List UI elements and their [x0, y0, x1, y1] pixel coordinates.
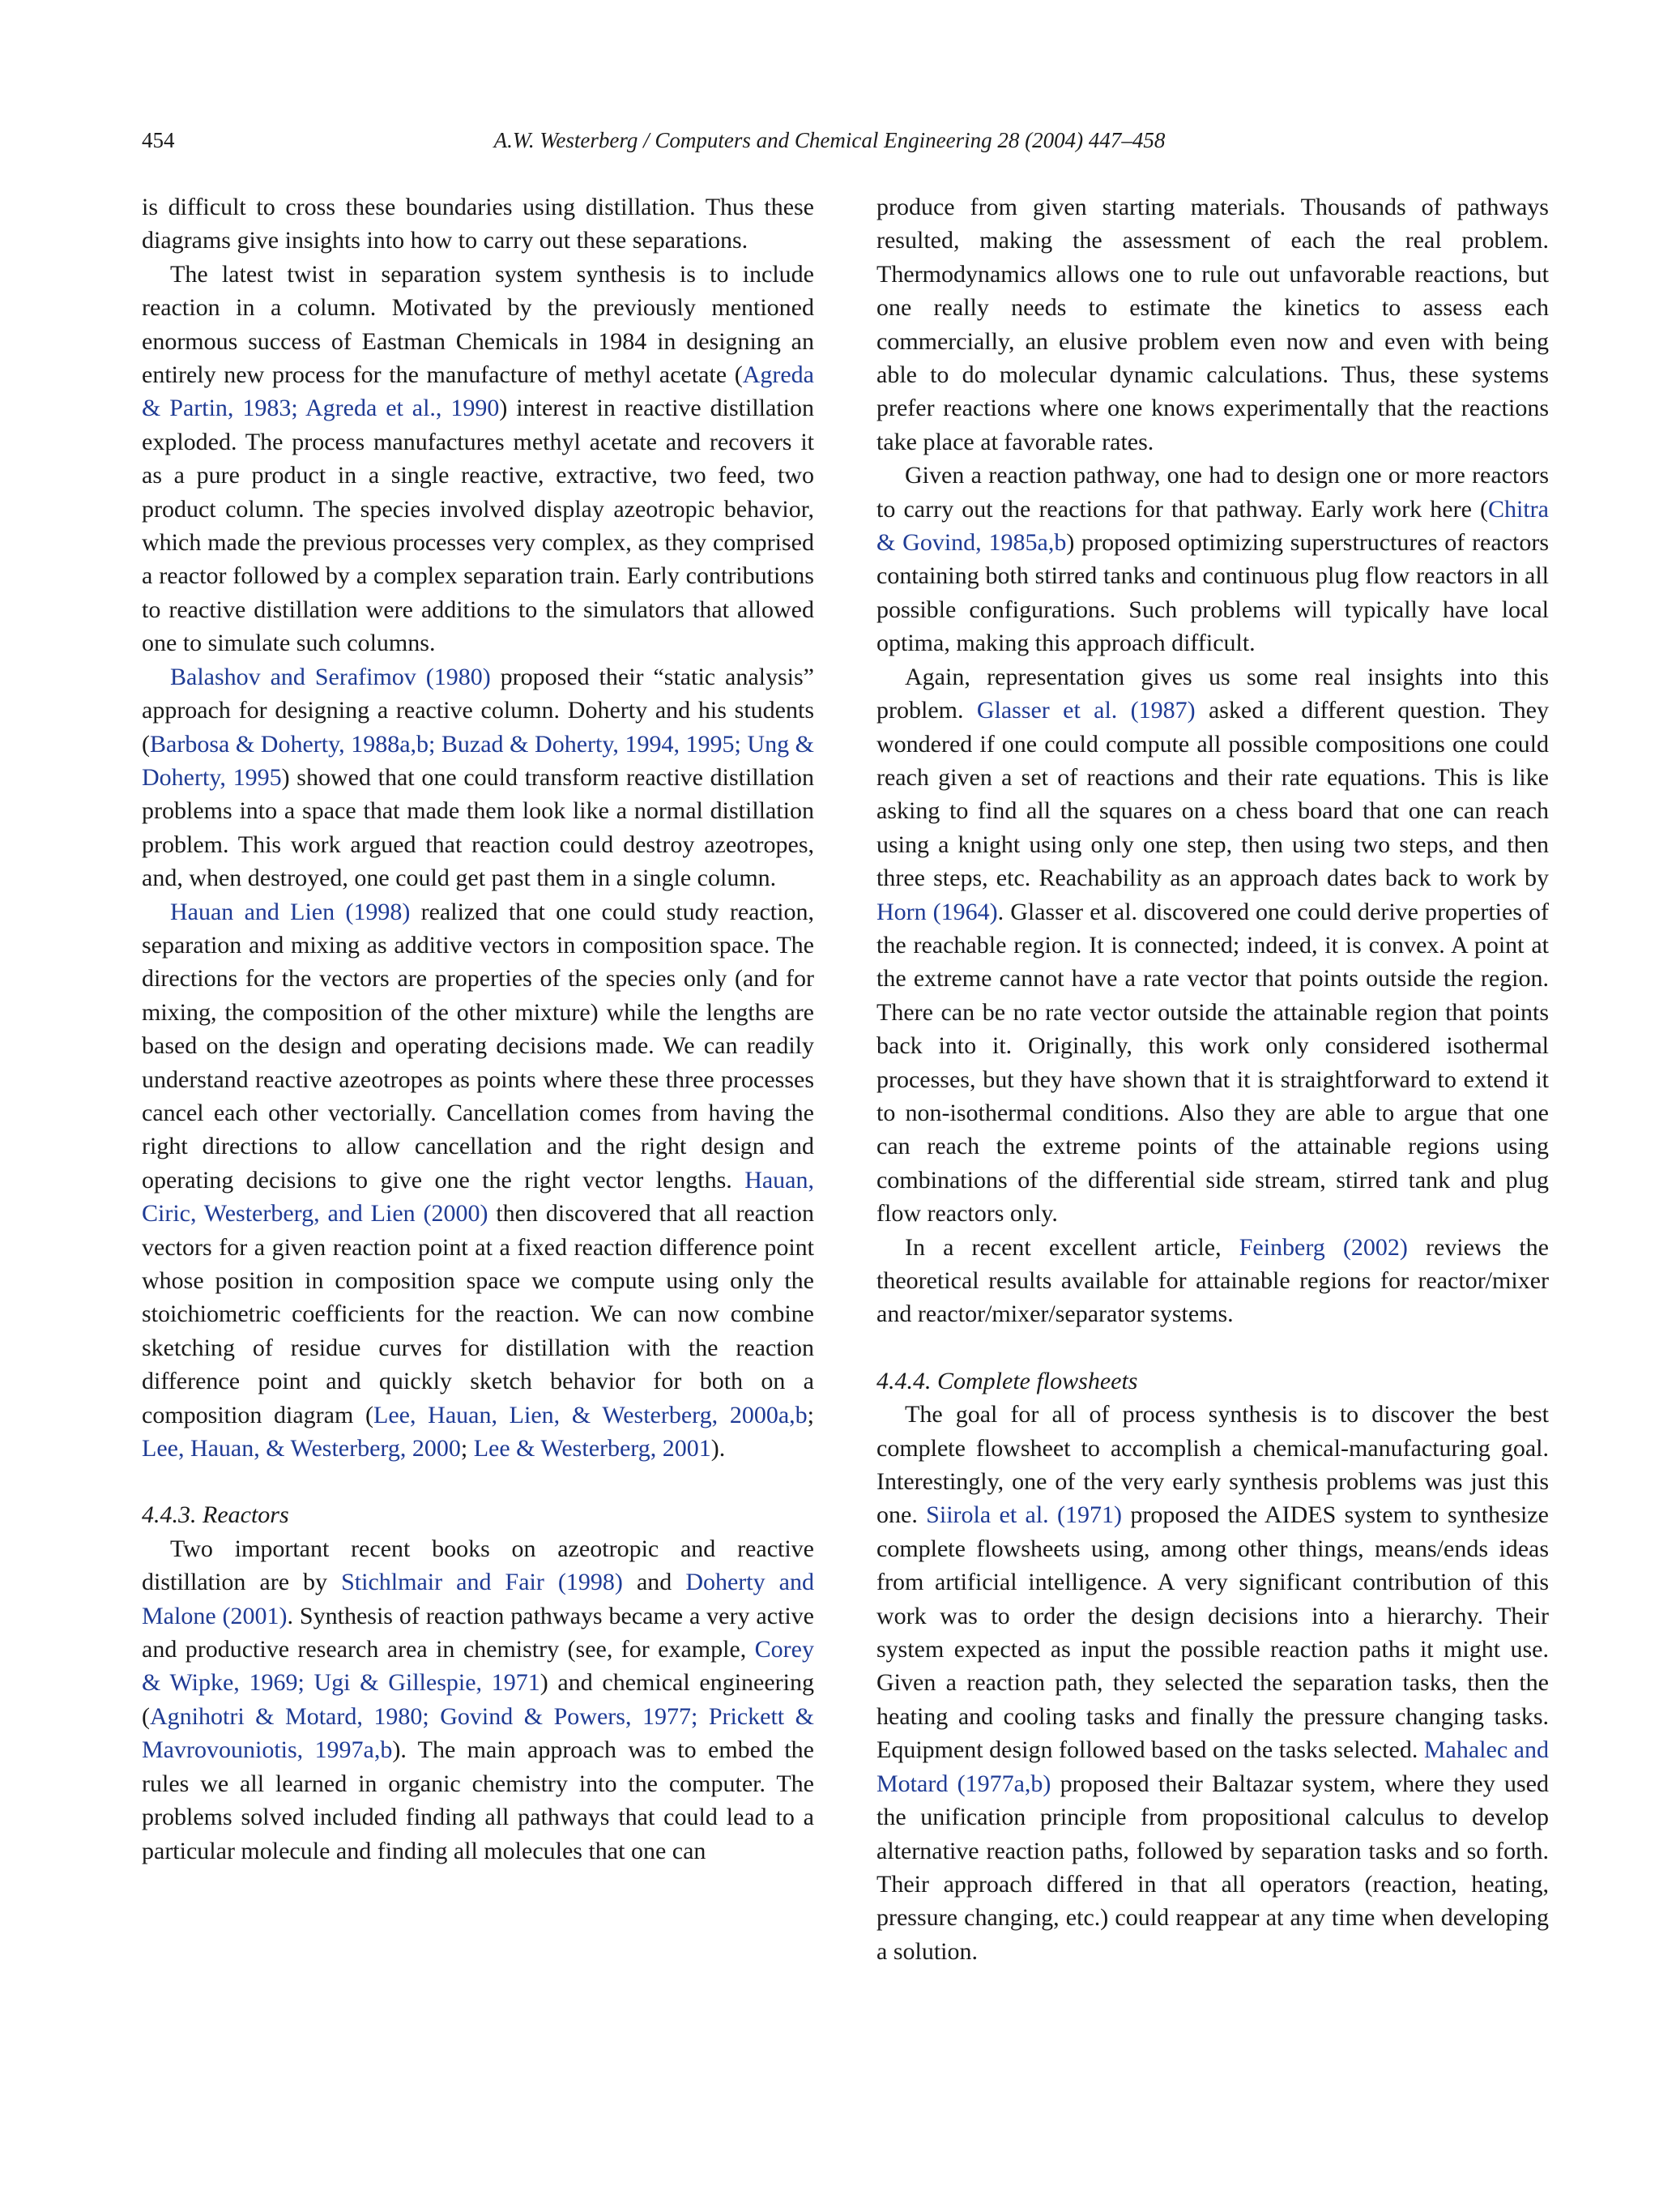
- citation-link[interactable]: Lee, Hauan, & Westerberg, 2000: [142, 1435, 461, 1463]
- citation-link[interactable]: Horn (1964): [876, 898, 998, 925]
- text: In a recent excellent article,: [905, 1233, 1239, 1261]
- text: then discovered that all reaction vectors for a given reaction point at a fixed reaction difference point whose position in composition space we compute using only the stoichiometric coefficients for the reaction. We can now combine sketching of residue curves for distillation with the reaction difference point and quickly sketch behavior for both on a composition diagram (: [142, 1200, 814, 1428]
- paragraph: [142, 1532, 814, 1868]
- text: and: [622, 1569, 686, 1596]
- paragraph: [142, 660, 814, 895]
- text: ).: [710, 1435, 726, 1463]
- citation-link[interactable]: Hauan, Ciric, Westerberg, and Lien (2000): [142, 1166, 814, 1228]
- text: The latest twist in separation system synthesis is to include reaction in a column. Motivated by the previously mentioned enormous success of Eastman Chemicals in 1984 in designing an entirely new process for the manufacture of methyl acetate (: [142, 260, 814, 389]
- text: proposed their Baltazar system, where they used the unification principle from propositional calculus to develop alternative reaction paths, followed by separation tasks and so forth. Their approach differed in that all operators (reaction, heating, pressure changing, etc.) could reappear at any time when developing a solution.: [876, 1770, 1549, 1965]
- citation-link[interactable]: Agreda & Partin, 1983; Agreda et al., 1990: [142, 361, 814, 422]
- section-heading: 4.4.4. Complete flowsheets: [876, 1367, 1138, 1394]
- right-column: [876, 190, 1549, 1968]
- text: proposed their “static analysis” approach for designing a reactive column. Doherty and his students (: [142, 663, 814, 758]
- paragraph: [876, 190, 1549, 459]
- text: . Synthesis of reaction pathways became a very active and productive research area in chemistry (see, for example,: [142, 1602, 814, 1663]
- citation-link[interactable]: Siirola et al. (1971): [926, 1501, 1122, 1529]
- text: ) interest in reactive distillation exploded. The process manufactures methyl acetate and recovers it as a pure product in a single reactive, extractive, two feed, two product column. The species involved display azeotropic behavior, which made the previous processes very complex, as they comprised a reactor followed by a complex separation train. Early contributions to reactive distillation were additions to the simulators that allowed one to simulate such columns.: [142, 395, 814, 657]
- page-number: 454: [142, 128, 175, 152]
- text: Again, representation gives us some real insights into this problem.: [876, 663, 1549, 724]
- paragraph: [876, 1398, 1549, 1968]
- section-heading: 4.4.3. Reactors: [142, 1501, 289, 1529]
- citation-link[interactable]: Feinberg (2002): [1239, 1233, 1408, 1261]
- paragraph: [142, 258, 814, 660]
- left-column: [142, 190, 814, 1868]
- paragraph: [876, 660, 1549, 1231]
- citation-link[interactable]: Corey & Wipke, 1969; Ugi & Gillespie, 1971: [142, 1636, 814, 1697]
- citation-link[interactable]: Balashov and Serafimov (1980): [170, 663, 491, 690]
- text: ) proposed optimizing superstructures of reactors containing both stirred tanks and continuous plug flow reactors in all possible configurations. Such problems will typically have local optima, making this approach difficult.: [876, 529, 1550, 657]
- text: The goal for all of process synthesis is to discover the best complete flowsheet to accomplish a chemical-manufacturing goal. Interestingly, one of the very early synthesis problems was just this one.: [876, 1401, 1549, 1529]
- text: Two important recent books on azeotropic and reactive distillation are by: [142, 1535, 814, 1596]
- text: ) showed that one could transform reactive distillation problems into a space that made them look like a normal distillation problem. This work argued that reaction could destroy azeotropes, and, when destroyed, one could get past them in a single column.: [142, 763, 815, 892]
- paragraph: [876, 459, 1549, 660]
- citation-link[interactable]: Mahalec and Motard (1977a,b): [876, 1736, 1549, 1797]
- text: ;: [807, 1401, 814, 1428]
- paragraph: [142, 190, 814, 258]
- citation-link[interactable]: Hauan and Lien (1998): [170, 898, 411, 925]
- text: . Glasser et al. discovered one could derive properties of the reachable region. It is connected; indeed, it is convex. A point at the extreme cannot have a rate vector that points outside the region. There can be no rate vector outside the attainable region that points back into it. Originally, this work only considered isothermal processes, but they have shown that it is straightforward to extend it to non-isothermal conditions. Also they are able to argue that one can reach the extreme points of the attainable regions using combinations of the differential side stream, stirred tank and plug flow reactors only.: [876, 898, 1549, 1228]
- text: proposed the AIDES system to synthesize complete flowsheets using, among other things, means/ends ideas from artificial intelligence. A very significant contribution of this work was to order the design decisions into a hierarchy. Their system expected as input the possible reaction paths it might use. Given a reaction path, they selected the separation tasks, then the heating and cooling tasks and finally the pressure changing tasks. Equipment design followed based on the tasks selected.: [876, 1501, 1549, 1764]
- text: ;: [460, 1435, 474, 1463]
- text: ) and chemical engineering (: [142, 1669, 814, 1730]
- citation-link[interactable]: Agnihotri & Motard, 1980; Govind & Powers, 1977; Prickett & Mavrovouniotis, 1997a,b: [142, 1702, 814, 1764]
- citation-link[interactable]: Glasser et al. (1987): [976, 697, 1196, 724]
- text: reviews the theoretical results available for attainable regions for reactor/mixer and reactor/mixer/separator systems.: [876, 1233, 1549, 1328]
- text: is difficult to cross these boundaries using distillation. Thus these diagrams give insights into how to carry out these separations.: [142, 194, 814, 254]
- running-head: A.W. Westerberg / Computers and Chemical Engineering 28 (2004) 447–458: [493, 128, 1166, 152]
- text: Given a reaction pathway, one had to design one or more reactors to carry out the reactions for that pathway. Early work here (: [876, 462, 1549, 523]
- citation-link[interactable]: Lee & Westerberg, 2001: [473, 1435, 711, 1463]
- text: ). The main approach was to embed the rules we all learned in organic chemistry into the computer. The problems solved included finding all pathways that could lead to a particular molecule and finding all molecules that one can: [142, 1736, 814, 1864]
- citation-link[interactable]: Stichlmair and Fair (1998): [341, 1569, 623, 1596]
- text: produce from given starting materials. Thousands of pathways resulted, making the assessment of each the real problem. Thermodynamics allows one to rule out unfavorable reactions, but one really needs to estimate the kinetics to assess each commercially, an elusive problem even now and even with being able to do molecular dynamic calculations. Thus, these systems prefer reactions where one knows experimentally that the reactions take place at favorable rates.: [876, 194, 1549, 455]
- citation-link[interactable]: Chitra & Govind, 1985a,b: [876, 495, 1549, 557]
- paragraph: [142, 895, 814, 1466]
- citation-link[interactable]: Lee, Hauan, Lien, & Westerberg, 2000a,b: [373, 1401, 808, 1428]
- citation-link[interactable]: Doherty and Malone (2001): [142, 1569, 814, 1629]
- citation-link[interactable]: Barbosa & Doherty, 1988a,b; Buzad & Doherty, 1994, 1995; Ung & Doherty, 1995: [142, 730, 814, 791]
- text: asked a different question. They wondered if one could compute all possible compositions one could reach given a set of reactions and their rate equations. This is like asking to find all the squares on a chess board that one can reach using a knight using only one step, then using two steps, and then three steps, etc. Reachability as an approach dates back to work by: [876, 697, 1549, 892]
- paragraph: [876, 1231, 1549, 1331]
- text: realized that one could study reaction, separation and mixing as additive vectors in composition space. The directions for the vectors are properties of the species only (and for mixing, the composition of the other mixture) while the lengths are based on the design and operating decisions made. We can readily understand reactive azeotropes as points where these three processes cancel each other vectorially. Cancellation comes from having the right directions to allow cancellation and the right design and operating decisions to give one the right vector lengths.: [142, 898, 814, 1194]
